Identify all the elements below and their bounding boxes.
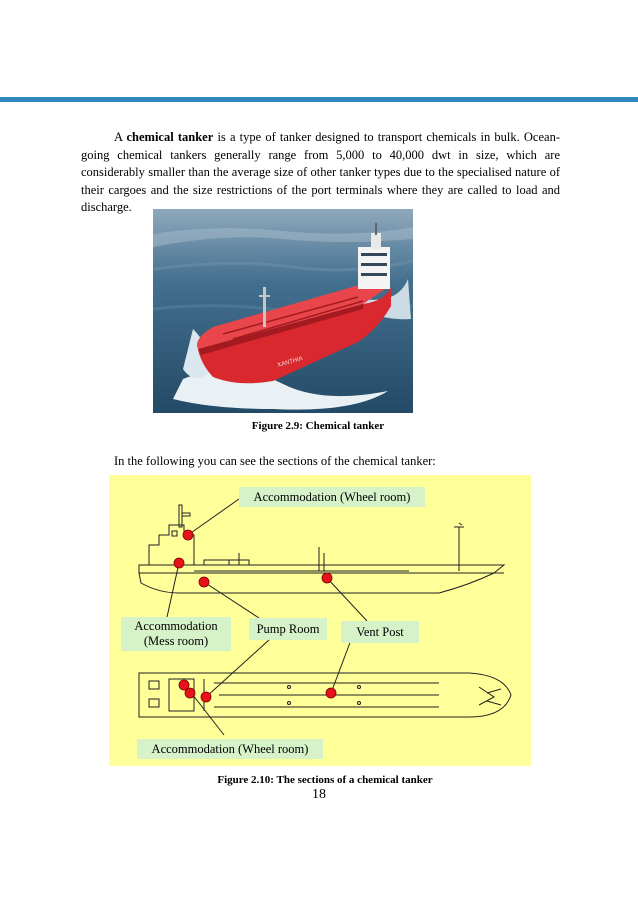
marker-vent-post-side <box>322 573 332 583</box>
figure-2-9-caption: Figure 2.9: Chemical tanker <box>251 420 385 432</box>
sections-intro-text: In the following you can see the sections of the chemical tanker: <box>114 454 436 468</box>
figure-2-10-caption: Figure 2.10: The sections of a chemical tanker <box>217 774 433 786</box>
label-wheel-room-top <box>239 487 425 507</box>
svg-text:Vent Post: Vent Post <box>356 625 404 639</box>
intro-paragraph: A chemical tanker is a type of tanker designed to transport chemicals in bulk. Ocean-going chemical tankers generally range from 5,000 to 40,000 dwt in size, which are considerably smaller than the average size of other tanker types due to the specialised nature of their cargoes and the size restrictions of the port terminals where they are called to load and discharge. <box>81 130 560 214</box>
label-mess-room <box>121 617 231 651</box>
page-number: 18 <box>312 787 326 802</box>
tanker-sections-diagram <box>109 475 531 766</box>
marker-pump-room-plan <box>201 692 211 702</box>
label-vent-post <box>341 621 419 643</box>
chemical-tanker-photo <box>153 209 413 413</box>
marker-pump-room-side <box>199 577 209 587</box>
marker-vent-post-plan <box>326 688 336 698</box>
marker-mess-room-side <box>174 558 184 568</box>
label-pump-room <box>249 618 327 640</box>
marker-mess-room-plan <box>185 688 195 698</box>
svg-text:Accommodation (Wheel room): Accommodation (Wheel room) <box>151 742 309 756</box>
marker-wheel-room-side <box>183 530 193 540</box>
svg-text:(Mess room): (Mess room) <box>143 634 209 648</box>
svg-text:Pump Room: Pump Room <box>256 622 320 636</box>
header-rule <box>0 97 638 102</box>
chemical-tanker-term: chemical tanker <box>126 130 214 144</box>
svg-text:Accommodation (Wheel room): Accommodation (Wheel room) <box>253 490 411 504</box>
svg-text:Accommodation: Accommodation <box>134 619 218 633</box>
label-wheel-room-bottom <box>137 739 323 759</box>
hull-name-text: XANTHIA <box>276 355 304 369</box>
